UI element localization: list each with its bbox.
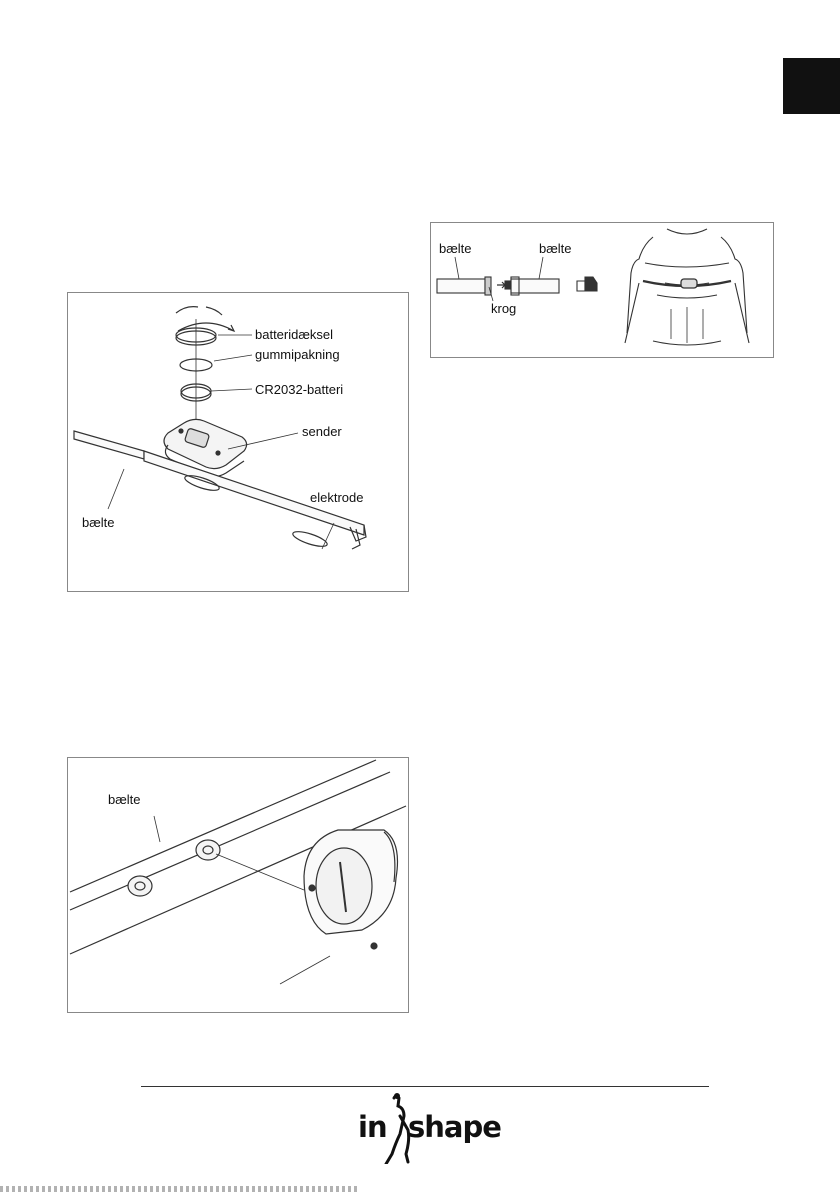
label-battery-cover: batteridæksel [255, 327, 334, 342]
label-battery: CR2032-batteri [255, 382, 344, 397]
inshape-logo [356, 1092, 501, 1164]
label-electrode: elektrode [310, 490, 364, 505]
label-belt-left: bælte [439, 241, 472, 256]
strap-assembly-drawing [68, 293, 408, 591]
label-belt-right: bælte [539, 241, 572, 256]
print-edge-strip [0, 1186, 360, 1192]
language-tab-marker [783, 58, 840, 114]
figure-strap-assembly [67, 292, 409, 592]
figure-wearing-strap [430, 222, 774, 358]
logo-text-shape: shape [408, 1110, 501, 1144]
label-transmitter: sender [302, 424, 342, 439]
label-belt: bælte [108, 792, 141, 807]
label-gasket: gummipakning [255, 347, 340, 362]
logo-text-in: in [358, 1110, 387, 1144]
footer-divider [141, 1086, 709, 1087]
label-hook: krog [491, 301, 517, 316]
wearing-strap-drawing [431, 223, 773, 357]
figure-attach-transmitter [67, 757, 409, 1013]
label-belt: bælte [82, 515, 115, 530]
